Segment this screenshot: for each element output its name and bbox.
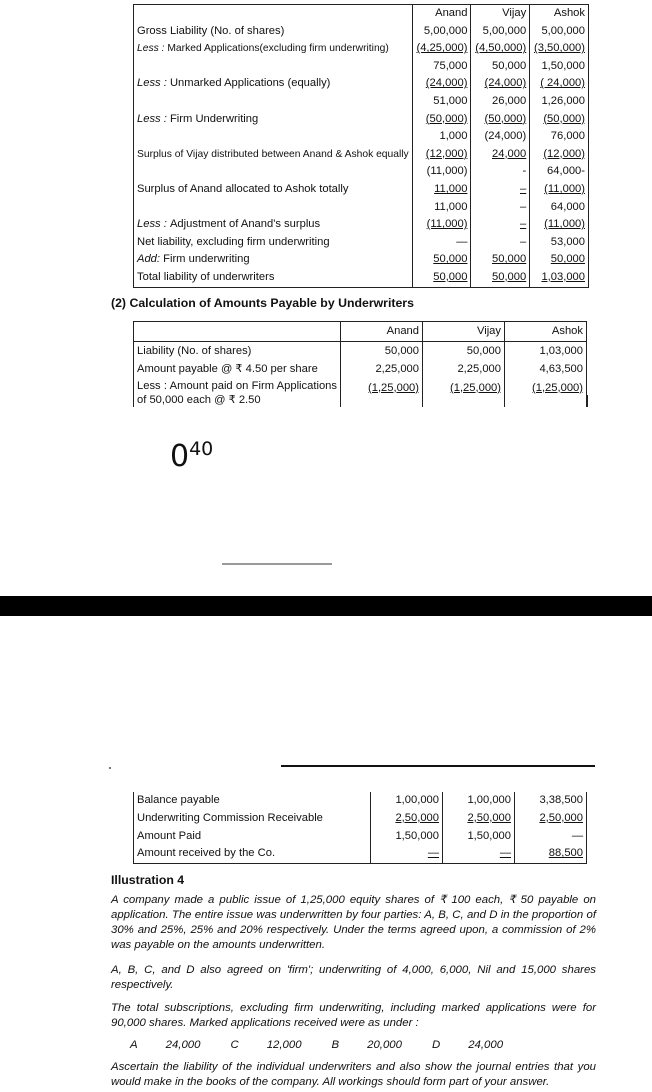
row-label xyxy=(134,216,413,234)
cell-value xyxy=(412,58,471,76)
value-text: (50,000) xyxy=(484,112,527,125)
row-label-text: Total liability of underwriters xyxy=(137,270,275,283)
value-text: (11,000) xyxy=(426,165,468,178)
table-row xyxy=(134,23,589,41)
cell-value xyxy=(515,792,587,810)
row-label xyxy=(134,111,413,129)
table-row xyxy=(134,251,589,269)
cell-value xyxy=(443,845,515,863)
row-label-text: Unmarked Applications (equally) xyxy=(169,77,331,90)
scan-artifact xyxy=(222,563,332,565)
row-label: Underwriting Commission Receivable xyxy=(134,810,371,828)
value-text: — xyxy=(427,847,439,860)
row-label-text: Marked Applications(excluding firm underwriting) xyxy=(167,43,389,55)
row-label-text: Adjustment of Anand's surplus xyxy=(169,218,321,231)
value-text: - xyxy=(522,165,527,178)
value-text: (12,000) xyxy=(543,147,585,160)
value-text: 2,25,000 xyxy=(375,363,419,375)
cell-value xyxy=(530,181,589,199)
cell-value xyxy=(371,810,443,828)
value-text: (4,25,000) xyxy=(416,42,468,55)
table-header-row xyxy=(134,322,587,342)
table2-divider-right xyxy=(587,395,588,407)
table-row xyxy=(134,341,587,360)
value-text: 50,000 xyxy=(384,344,419,357)
cell-value xyxy=(412,128,471,146)
section-2-title: (2) Calculation of Amounts Payable by Underwriters xyxy=(111,296,414,310)
cell-value xyxy=(412,199,471,217)
value-text: 51,000 xyxy=(433,94,468,107)
row-label xyxy=(134,199,413,217)
table-row xyxy=(134,234,589,252)
marked-underwriter: D xyxy=(431,1039,441,1051)
table-row xyxy=(134,111,589,129)
cell-value xyxy=(371,828,443,846)
cell-value xyxy=(471,199,530,217)
value-text: 50,000 xyxy=(433,253,468,266)
cell-value xyxy=(471,93,530,111)
value-text: 5,00,000 xyxy=(423,24,468,37)
marked-value: 24,000 xyxy=(165,1039,201,1051)
cell-value xyxy=(530,58,589,76)
value-text: (11,000) xyxy=(544,182,585,195)
balance-table xyxy=(133,792,587,864)
table-row xyxy=(134,216,589,234)
row-label-text: Net liability, excluding firm underwriting xyxy=(137,235,330,248)
row-label-text: Surplus of Anand allocated to Ashok totally xyxy=(137,182,349,195)
cell-value xyxy=(505,379,587,407)
value-text: 50,000 xyxy=(466,344,501,357)
cell-value xyxy=(530,234,589,252)
illustration-paragraph-2: A, B, C, and D also agreed on 'firm'; underwriting of 4,000, 6,000, Nil and 15,000 shares respectively. xyxy=(111,964,596,991)
value-text: 2,50,000 xyxy=(467,811,511,824)
value-text: – xyxy=(519,235,527,248)
cell-value xyxy=(412,181,471,199)
row-label: Amount Paid xyxy=(134,828,371,846)
cell-value xyxy=(471,58,530,76)
table-row xyxy=(134,93,589,111)
cell-value xyxy=(530,40,589,58)
cell-value xyxy=(471,181,530,199)
marked-underwriter: B xyxy=(331,1039,340,1051)
cell-value xyxy=(515,845,587,863)
value-text: 50,000 xyxy=(492,59,527,72)
value-text: 2,25,000 xyxy=(457,363,501,375)
table-row xyxy=(134,360,587,379)
cell-value xyxy=(423,360,505,379)
amount-payable-table xyxy=(133,321,587,407)
row-label: Amount payable @ ₹ 4.50 per share xyxy=(134,360,341,379)
cell-value xyxy=(341,360,423,379)
column-header: Vijay xyxy=(471,5,530,23)
row-label-text: Surplus of Vijay distributed between Anand & Ashok equally xyxy=(137,148,409,160)
value-text: 1,03,000 xyxy=(539,344,583,357)
row-label-text: Firm underwriting xyxy=(163,253,250,266)
cell-value xyxy=(412,216,471,234)
row-label xyxy=(134,75,413,93)
illustration-title: Illustration 4 xyxy=(111,873,185,887)
table-row xyxy=(134,146,589,164)
cell-value xyxy=(471,146,530,164)
handwritten-superscript: 40 xyxy=(189,438,214,460)
value-text: 1,000 xyxy=(439,130,468,143)
value-text: 3,38,500 xyxy=(539,794,583,806)
value-text: 1,00,000 xyxy=(467,794,511,806)
value-text: 11,000 xyxy=(434,182,468,195)
value-text: 50,000 xyxy=(433,270,468,283)
cell-value xyxy=(471,75,530,93)
value-text: (1,25,000) xyxy=(532,381,583,394)
row-prefix: Less : xyxy=(137,112,170,125)
cell-value xyxy=(412,251,471,269)
row-label xyxy=(134,234,413,252)
separator-tick xyxy=(109,767,111,769)
cell-value xyxy=(341,341,423,360)
value-text: (50,000) xyxy=(425,112,468,125)
value-text: 1,50,000 xyxy=(541,59,585,72)
row-label xyxy=(134,128,413,146)
column-header: Ashok xyxy=(530,5,589,23)
marked-applications-line xyxy=(130,1039,533,1051)
cell-value xyxy=(530,163,589,181)
row-label xyxy=(134,251,413,269)
value-text: 53,000 xyxy=(550,235,585,248)
value-text: 50,000 xyxy=(550,253,585,266)
value-text: — xyxy=(499,847,511,860)
cell-value xyxy=(412,269,471,287)
cell-value xyxy=(515,810,587,828)
row-label-text: Firm Underwriting xyxy=(169,112,259,125)
table-row xyxy=(134,128,589,146)
cell-value xyxy=(412,75,471,93)
table-row xyxy=(134,269,589,287)
table-row xyxy=(134,58,589,76)
cell-value xyxy=(530,199,589,217)
illustration-paragraph-1: A company made a public issue of 1,25,000 equity shares of ₹ 100 each, ₹ 50 payable on application. The entire issue was underwritten by four parties: A, B, C, and D in the proportion of 30% and 25%, 25% and 20% respectively. Under the terms agreed upon, a commission of 2% was payable on the amounts underwritten. xyxy=(111,894,596,951)
cell-value xyxy=(471,128,530,146)
row-label xyxy=(134,269,413,287)
cell-value xyxy=(530,128,589,146)
cell-value xyxy=(371,792,443,810)
cell-value xyxy=(530,75,589,93)
cell-value xyxy=(471,40,530,58)
table-row xyxy=(134,181,589,199)
column-header: Vijay xyxy=(423,322,505,342)
table-header-row xyxy=(134,5,589,23)
column-header: Ashok xyxy=(505,322,587,342)
value-text: – xyxy=(519,200,527,213)
cell-value xyxy=(530,216,589,234)
cell-value xyxy=(471,23,530,41)
value-text: (1,25,000) xyxy=(368,381,419,394)
marked-underwriter: A xyxy=(130,1039,138,1051)
value-text: 1,26,000 xyxy=(541,94,585,107)
cell-value xyxy=(412,111,471,129)
illustration-paragraph-4: Ascertain the liability of the individual underwriters and also show the journal entries that you would make in the books of the company. All workings should form part of your answer. xyxy=(111,1061,596,1088)
cell-value xyxy=(412,234,471,252)
value-text: 50,000 xyxy=(492,253,527,266)
cell-value xyxy=(412,23,471,41)
marked-value: 20,000 xyxy=(367,1039,402,1051)
row-label xyxy=(134,163,413,181)
value-text: 26,000 xyxy=(492,94,527,107)
marked-value: 12,000 xyxy=(266,1039,302,1051)
value-text: (11,000) xyxy=(426,218,468,231)
value-text: 1,50,000 xyxy=(395,829,439,842)
row-prefix: Add: xyxy=(137,253,164,266)
row-label xyxy=(134,23,413,41)
value-text: — xyxy=(456,235,468,248)
table-row xyxy=(134,75,589,93)
row-label: Liability (No. of shares) xyxy=(134,341,341,360)
cell-value xyxy=(423,379,505,407)
row-prefix: Less : xyxy=(137,77,170,90)
value-text: 64,000 xyxy=(550,200,585,213)
cell-value xyxy=(371,845,443,863)
table-row xyxy=(134,379,587,407)
cell-value xyxy=(341,379,423,407)
illustration-paragraph-3: The total subscriptions, excluding firm underwriting, including marked applications were for 90,000 shares. Marked applications received were as under : xyxy=(111,1002,596,1029)
cell-value xyxy=(530,93,589,111)
cell-value xyxy=(412,146,471,164)
cell-value xyxy=(471,216,530,234)
value-text: 5,00,000 xyxy=(541,24,585,37)
value-text: 75,000 xyxy=(433,59,468,72)
row-label xyxy=(134,181,413,199)
table-row xyxy=(134,810,587,828)
row-label xyxy=(134,58,413,76)
value-text: 50,000 xyxy=(492,270,527,283)
row-label: Amount received by the Co. xyxy=(134,845,371,863)
table-row xyxy=(134,828,587,846)
value-text: 24,000 xyxy=(492,147,527,160)
row-label xyxy=(134,93,413,111)
handwritten-zero: 0 xyxy=(170,439,190,474)
value-text: 1,00,000 xyxy=(395,794,439,806)
header-blank xyxy=(134,5,413,23)
cell-value xyxy=(443,792,515,810)
value-text: 88,500 xyxy=(548,847,583,860)
row-label: Balance payable xyxy=(134,792,371,810)
handwritten-mark xyxy=(170,438,213,474)
table-row xyxy=(134,845,587,863)
marked-value: 24,000 xyxy=(468,1039,504,1051)
row-label: Less : Amount paid on Firm Applications of 50,000 each @ ₹ 2.50 xyxy=(134,379,341,407)
row-label-text: Gross Liability (No. of shares) xyxy=(137,24,285,37)
row-prefix: Less : xyxy=(137,218,170,231)
cell-value xyxy=(505,341,587,360)
page-gap-band xyxy=(0,596,652,616)
cell-value xyxy=(471,251,530,269)
row-label xyxy=(134,146,413,164)
cell-value xyxy=(412,40,471,58)
cell-value xyxy=(505,360,587,379)
column-header: Anand xyxy=(412,5,471,23)
table-row xyxy=(134,40,589,58)
value-text: 11,000 xyxy=(434,200,468,213)
liability-table xyxy=(133,4,589,288)
table-row xyxy=(134,792,587,810)
cell-value xyxy=(443,810,515,828)
cell-value xyxy=(530,146,589,164)
value-text: — xyxy=(571,829,583,842)
value-text: 76,000 xyxy=(550,130,585,143)
cell-value xyxy=(412,163,471,181)
value-text: 2,50,000 xyxy=(395,811,439,824)
value-text: (4,50,000) xyxy=(475,42,527,55)
value-text: 2,50,000 xyxy=(539,811,583,824)
value-text: ( 24,000) xyxy=(540,77,585,90)
header-blank xyxy=(134,322,341,342)
row-label xyxy=(134,40,413,58)
value-text: 1,03,000 xyxy=(541,270,585,283)
cell-value xyxy=(471,111,530,129)
table-row xyxy=(134,199,589,217)
value-text: (24,000) xyxy=(425,77,468,90)
cell-value xyxy=(530,269,589,287)
separator-rule xyxy=(281,765,595,767)
value-text: (24,000) xyxy=(484,130,527,143)
row-prefix: Less : xyxy=(137,43,168,55)
value-text: (50,000) xyxy=(543,112,585,125)
cell-value xyxy=(530,23,589,41)
value-text: 1,50,000 xyxy=(467,829,511,842)
value-text: 64,000- xyxy=(547,165,585,178)
value-text: – xyxy=(519,218,527,231)
cell-value xyxy=(471,269,530,287)
cell-value xyxy=(412,93,471,111)
marked-underwriter: C xyxy=(230,1039,239,1051)
value-text: (12,000) xyxy=(425,147,468,160)
value-text: (24,000) xyxy=(484,77,527,90)
value-text: – xyxy=(519,182,527,195)
cell-value xyxy=(530,251,589,269)
cell-value xyxy=(423,341,505,360)
cell-value xyxy=(471,234,530,252)
value-text: (1,25,000) xyxy=(450,381,501,394)
column-header: Anand xyxy=(341,322,423,342)
cell-value xyxy=(515,828,587,846)
cell-value xyxy=(443,828,515,846)
value-text: (11,000) xyxy=(544,218,585,231)
value-text: 5,00,000 xyxy=(482,24,527,37)
value-text: (3,50,000) xyxy=(534,42,585,55)
value-text: 4,63,500 xyxy=(539,363,583,375)
cell-value xyxy=(530,111,589,129)
cell-value xyxy=(471,163,530,181)
table-row xyxy=(134,163,589,181)
